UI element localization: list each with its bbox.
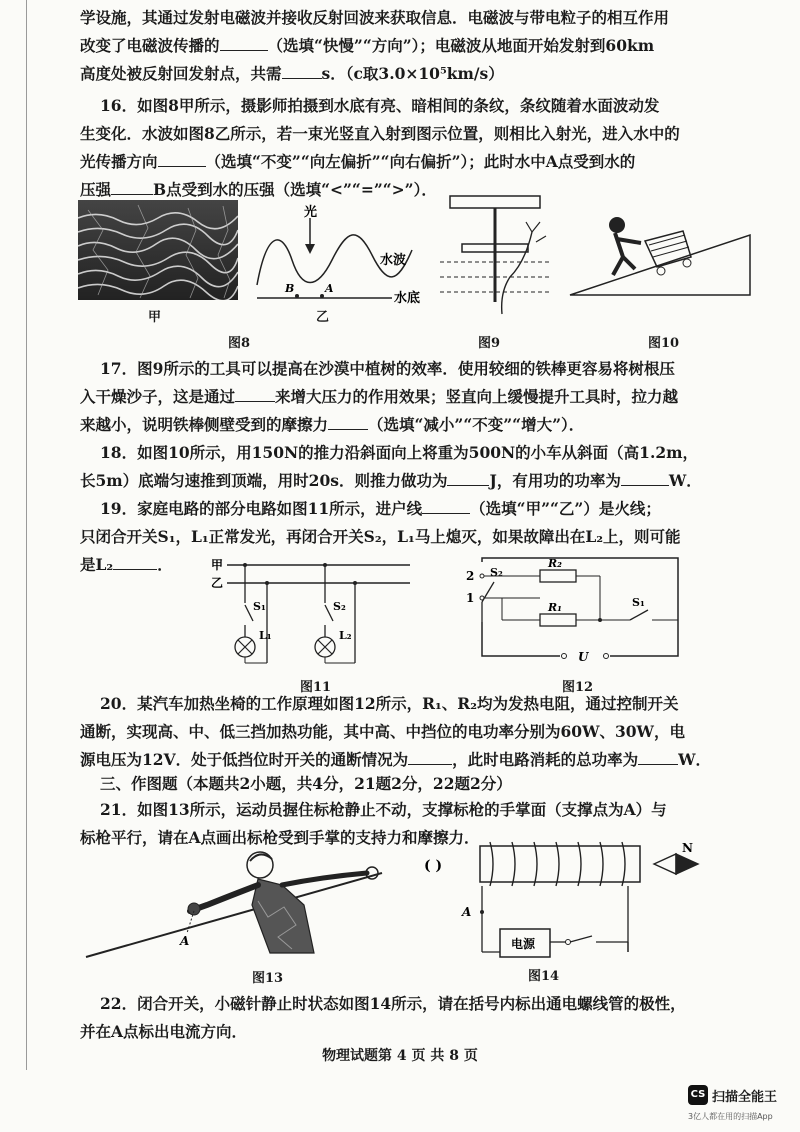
- answer-blank[interactable]: [282, 63, 322, 79]
- contact-1-label: 1: [466, 591, 475, 605]
- l1-label: L₁: [259, 629, 272, 642]
- contact-2-label: 2: [466, 569, 475, 583]
- slope: [570, 235, 750, 295]
- q16-line4: 压强 B点受到水的压强（选填“<”“=”“>”）．: [80, 180, 437, 199]
- q16-line1: 16．如图8甲所示，摄影师拍摄到水底有亮、暗相间的条纹，条纹随着水面波动发: [100, 96, 660, 115]
- fig13-caption: 图13: [252, 971, 284, 986]
- fig10-caption: 图10: [648, 336, 680, 351]
- question-18: [80, 439, 770, 495]
- point-a-label: A: [462, 905, 472, 919]
- q17-line2: 入干燥沙子，这是通过 来增大压力的作用效果；竖直向上缓慢提升工具时，拉力越: [80, 387, 679, 406]
- r2-label: R₂: [548, 557, 562, 570]
- answer-blank[interactable]: [220, 35, 268, 51]
- q19-line3: 是L₂ ．: [80, 555, 173, 574]
- answer-blank[interactable]: [111, 179, 153, 195]
- line-jia-label: 甲: [211, 558, 224, 572]
- answer-blank[interactable]: [621, 470, 669, 486]
- fig10-slope-diagram: [565, 205, 755, 300]
- solenoid-coil: [490, 842, 625, 886]
- scanner-tagline: 3亿人都在用的扫描App: [688, 1112, 773, 1121]
- q16-line3: 光传播方向 （选填“不变”“向左偏折”“向右偏折”）；此时水中A点受到水的: [80, 152, 636, 171]
- athlete-figure: [188, 852, 378, 953]
- s2-label: S₂: [333, 600, 346, 613]
- fig9-caption: 图9: [478, 336, 501, 351]
- q19-line2: 只闭合开关S₁，L₁正常发光，再闭合开关S₂，L₁马上熄灭，如果故障出在L₂上，则可能: [80, 527, 681, 546]
- q22-line2: 并在A点标出电流方向．: [80, 1022, 248, 1041]
- r1-label: R₁: [548, 601, 562, 614]
- q19-line1: 19．家庭电路的部分电路如图11所示，进户线 （选填“甲”“乙”）是火线；: [100, 499, 661, 518]
- branch-2: [315, 563, 357, 663]
- point-a-label: A: [180, 934, 190, 948]
- answer-blank[interactable]: [328, 414, 368, 430]
- fig14-caption: 图14: [528, 969, 560, 984]
- q20-line3: 源电压为12V．处于低挡位时开关的通断情况为 ，此时电路消耗的总功率为 W．: [80, 750, 712, 769]
- fig12-circuit: [460, 552, 690, 670]
- fig9-tool-diagram: [440, 192, 550, 322]
- bottom-label: 水底: [394, 291, 421, 306]
- question-17: [80, 355, 770, 439]
- q21-line1: 21．如图13所示，运动员握住标枪静止不动，支撑标枪的手掌面（支撑点为A）与: [100, 800, 667, 819]
- q18-line2: 长5m）底端匀速推到顶端，用时20s．则推力做功为 J，有用功的功率为 W．: [80, 471, 702, 490]
- scanner-app-name: 扫描全能王: [712, 1090, 778, 1105]
- s2-label: S₂: [490, 566, 503, 579]
- fig11-circuit: [205, 555, 420, 675]
- resistor-r1: [540, 614, 576, 626]
- q22-line1: 22．闭合开关，小磁针静止时状态如图14所示，请在括号内标出通电螺线管的极性，: [100, 994, 686, 1013]
- answer-blank[interactable]: [408, 749, 452, 765]
- answer-blank[interactable]: [158, 151, 206, 167]
- fig12-caption: 图12: [562, 680, 594, 695]
- voltage-label: U: [578, 650, 589, 664]
- fig8-yi-label: 乙: [316, 310, 330, 325]
- s1-label: S₁: [632, 596, 645, 609]
- javelin: [86, 873, 382, 957]
- pole-bracket[interactable]: ( ): [424, 858, 443, 874]
- fig14-solenoid-diagram: [420, 832, 720, 972]
- q21-line2: 标枪平行，请在A点画出标枪受到手掌的支持力和摩擦力．: [80, 828, 480, 847]
- page-footer: 物理试题第 4 页 共 8 页: [322, 1048, 478, 1064]
- question-20: [80, 690, 770, 774]
- scanner-logo-icon: CS: [688, 1085, 708, 1105]
- q15-line1: 学设施，其通过发射电磁波并接收反射回波来获取信息．电磁波与带电粒子的相互作用: [80, 8, 670, 27]
- branch-1: [235, 563, 272, 663]
- fig8-caption: 图8: [228, 336, 251, 351]
- question-22: [80, 990, 770, 1046]
- answer-blank[interactable]: [638, 749, 678, 765]
- power-source-label: 电源: [511, 937, 536, 951]
- light-label: 光: [304, 205, 318, 220]
- north-label: N: [682, 841, 693, 855]
- q20-line1: 20．某汽车加热坐椅的工作原理如图12所示，R₁、R₂均为发热电阻，通过控制开关: [100, 694, 679, 713]
- binding-line: [26, 0, 27, 1070]
- q16-line2: 生变化．水波如图8乙所示，若一束光竖直入射到图示位置，则相比入射光，进入水中的: [80, 124, 680, 143]
- solenoid-core: [480, 846, 640, 882]
- section-3-title: 三、作图题（本题共2小题，共4分，21题2分，22题2分）: [100, 774, 512, 793]
- resistor-r2: [540, 570, 576, 582]
- q20-line2: 通断，实现高、中、低三挡加热功能，其中高、中挡位的电功率分别为60W、30W，电: [80, 722, 685, 741]
- fig8-yi-diagram: [252, 200, 442, 325]
- answer-blank[interactable]: [235, 386, 275, 402]
- q15-line3: 高度处被反射回发射点，共需 s．（c取3.0×10⁵km/s）: [80, 64, 504, 83]
- point-b-label: B: [285, 282, 295, 295]
- fig13-javelin-diagram: [82, 845, 392, 965]
- q18-line1: 18．如图10所示，用150N的推力沿斜面向上将重为500N的小车从斜面（高1.2m，: [100, 443, 699, 462]
- s1-label: S₁: [253, 600, 266, 613]
- answer-blank[interactable]: [113, 554, 157, 570]
- section-3: [80, 770, 770, 798]
- q15-line2: 改变了电磁波传播的 （选填“快慢”“方向”）；电磁波从地面开始发射到60km: [80, 36, 655, 55]
- point-a-label: A: [325, 282, 334, 295]
- fig11-caption: 图11: [300, 680, 332, 695]
- light-arrow: [305, 244, 315, 254]
- switch-s1-blade: [630, 610, 648, 620]
- answer-blank[interactable]: [447, 470, 489, 486]
- wave-label: 水波: [380, 253, 407, 268]
- switch-blade: [570, 936, 592, 942]
- compass-needle: [654, 841, 698, 874]
- q17-line1: 17．图9所示的工具可以提高在沙漠中植树的效率．使用较细的铁棒更容易将树根压: [100, 359, 675, 378]
- fig8-jia-label: 甲: [148, 310, 162, 325]
- question-15: [80, 4, 770, 88]
- question-16: [80, 92, 770, 204]
- fig8-jia-photo: [78, 200, 238, 300]
- l2-label: L₂: [339, 629, 352, 642]
- q17-line3: 来越小，说明铁棒侧壁受到的摩擦力 （选填“减小”“不变”“增大”）．: [80, 415, 585, 434]
- line-yi-label: 乙: [211, 576, 224, 590]
- answer-blank[interactable]: [422, 498, 470, 514]
- person-figure: [609, 217, 641, 275]
